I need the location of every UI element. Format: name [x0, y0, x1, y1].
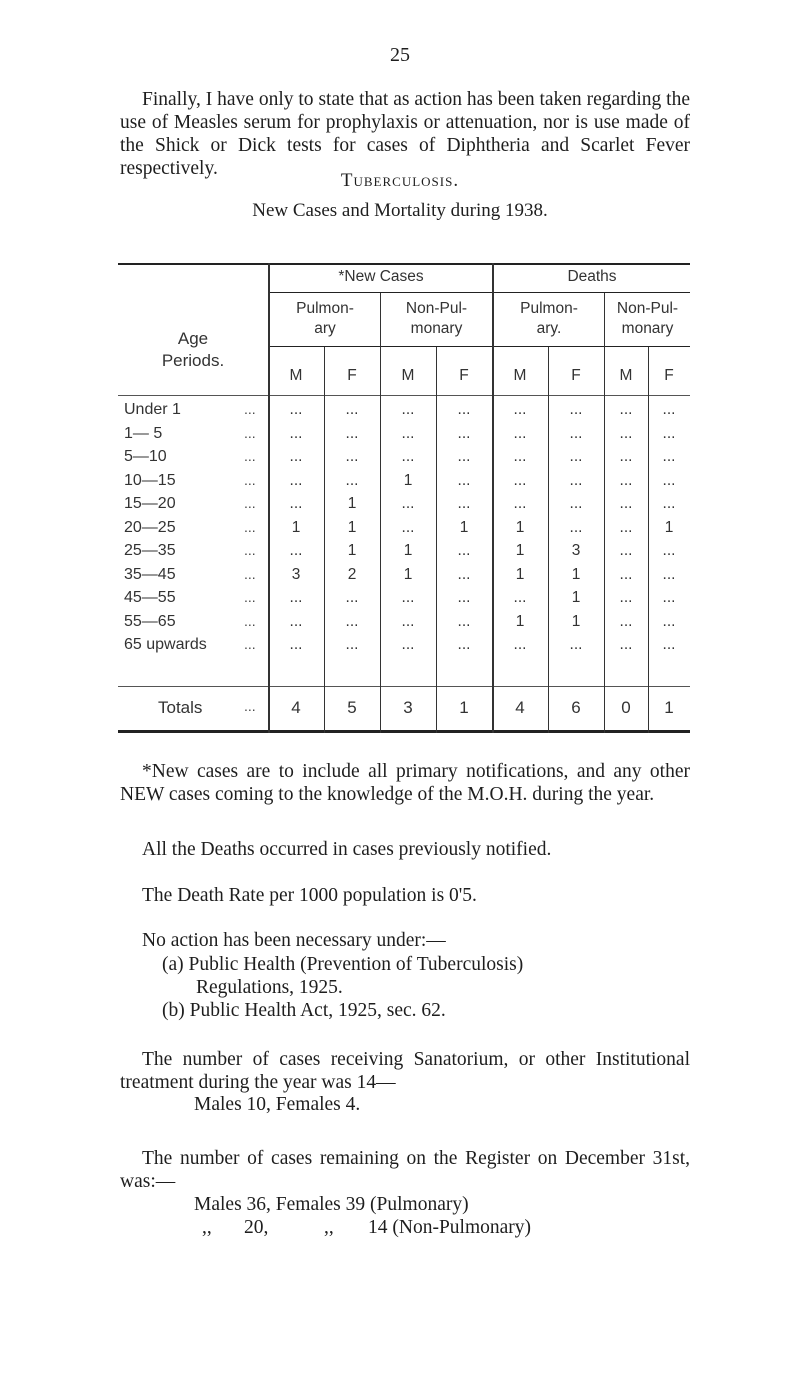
- table-cell: ...: [401, 424, 415, 442]
- sex-header-2: F: [347, 367, 357, 384]
- table-cell: ...: [457, 636, 471, 653]
- table-cell: 1: [403, 542, 413, 559]
- table-cell: ...: [457, 542, 471, 559]
- ditto-mark-females: ,,: [324, 1217, 334, 1238]
- table-cell: ...: [345, 401, 359, 418]
- table-cell: ...: [662, 589, 676, 606]
- register-text: The number of cases remaining on the Register on December 31st, was:—: [120, 1148, 690, 1192]
- table-cell: 1: [571, 565, 581, 583]
- table-cell: 3: [571, 542, 581, 559]
- table-cell: ...: [662, 401, 676, 418]
- table-cell: ...: [619, 518, 633, 536]
- row-age-label: 15—20: [124, 495, 176, 512]
- table-cell: ...: [457, 612, 471, 630]
- table-cell: ...: [457, 565, 471, 583]
- table-cell: ...: [289, 495, 303, 512]
- sex-header-8: F: [664, 367, 674, 384]
- row-leader-dots: ...: [244, 612, 256, 629]
- table-cell: ...: [457, 401, 471, 418]
- table-cell: ...: [401, 448, 415, 465]
- table-cell: ...: [619, 448, 633, 465]
- header-deaths-pulmonary-line1: Pulmon-: [520, 300, 578, 317]
- section-title: Tuberculosis.: [340, 170, 460, 191]
- intro-text: Finally, I have only to state that as action has been taken regarding the use of Measles serum for prophylaxis or attenuation, nor is use made of the Shick or Dick tests for cases of Diphtheria and Scarlet Fever respectively.: [120, 89, 690, 179]
- table-cell: ...: [619, 471, 633, 489]
- table-cell: 1: [571, 612, 581, 630]
- sex-header-3: M: [401, 367, 415, 384]
- row-leader-dots: ...: [244, 518, 256, 535]
- register-paragraph: [120, 1147, 690, 1193]
- table-cell: ...: [569, 495, 583, 512]
- table-cell: ...: [345, 471, 359, 489]
- table-cell: ...: [513, 401, 527, 418]
- table-cell: 3: [291, 565, 301, 583]
- table-cell: 1: [515, 518, 525, 536]
- table-cell: ...: [401, 401, 415, 418]
- header-non-pulmonary: [381, 299, 492, 339]
- sex-header-6: F: [571, 367, 581, 384]
- row-leader-dots: ...: [244, 565, 256, 582]
- footnote: [120, 760, 690, 806]
- table-cell: ...: [289, 424, 303, 442]
- row-age-label: 10—15: [124, 471, 176, 489]
- table-cell: ...: [401, 495, 415, 512]
- table-cell: ...: [513, 448, 527, 465]
- header-deaths-pulmonary-line2: ary.: [536, 320, 562, 337]
- no-action-a-line2: Regulations, 1925.: [196, 977, 343, 998]
- row-leader-dots: ...: [244, 448, 256, 464]
- table-cell: ...: [662, 612, 676, 630]
- table-cell: ...: [662, 448, 676, 465]
- no-action-a-line1: (a) Public Health (Prevention of Tuberculosis): [162, 954, 524, 975]
- register-females-non-pulmonary: 14 (Non-Pulmonary): [368, 1217, 532, 1238]
- sex-header-7: M: [619, 367, 633, 384]
- sex-header-4: F: [459, 367, 469, 384]
- table-cell: ...: [662, 424, 676, 442]
- row-age-label: 65 upwards: [124, 636, 207, 653]
- sex-header-1: M: [289, 367, 303, 384]
- table-cell: ...: [289, 471, 303, 489]
- row-age-label: 45—55: [124, 589, 176, 606]
- register-males-non-pulmonary: 20,: [244, 1217, 269, 1238]
- table-cell: 1: [664, 518, 674, 536]
- row-age-label: 20—25: [124, 518, 176, 536]
- row-leader-dots: ...: [244, 636, 256, 652]
- table-cell: ...: [457, 471, 471, 489]
- table-cell: ...: [569, 471, 583, 489]
- table-cell: ...: [345, 424, 359, 442]
- table-cell: 1: [403, 565, 413, 583]
- totals-cell: 1: [459, 698, 469, 717]
- sanatorium-text: The number of cases receiving Sanatorium, or other Institutional treatment during the year was 14—: [120, 1049, 690, 1093]
- totals-cell: 4: [291, 698, 301, 717]
- table-cell: ...: [619, 565, 633, 583]
- deaths-note: All the Deaths occurred in cases previously notified.: [142, 839, 552, 860]
- table-cell: ...: [569, 636, 583, 653]
- header-deaths-non-pulmonary-line2: monary: [621, 320, 674, 337]
- table-cell: 1: [515, 612, 525, 630]
- table-cell: ...: [289, 636, 303, 653]
- tuberculosis-table: [118, 263, 690, 733]
- table-cell: ...: [457, 589, 471, 606]
- table-cell: ...: [289, 542, 303, 559]
- table-cell: ...: [619, 495, 633, 512]
- no-action-intro: No action has been necessary under:—: [142, 930, 446, 951]
- totals-cell: 6: [571, 698, 581, 717]
- table-cell: ...: [569, 424, 583, 442]
- table-cell: ...: [289, 612, 303, 630]
- table-cell: 1: [347, 542, 357, 559]
- table-cell: ...: [401, 589, 415, 606]
- table-cell: ...: [662, 495, 676, 512]
- totals-cell: 5: [347, 698, 357, 717]
- table-cell: ...: [457, 424, 471, 442]
- table-cell: ...: [513, 636, 527, 653]
- table-cell: 1: [515, 565, 525, 583]
- table-cell: ...: [662, 565, 676, 583]
- header-deaths-non-pulmonary-line1: Non-Pul-: [616, 300, 679, 317]
- table-cell: ...: [401, 518, 415, 536]
- header-pulmonary: [270, 299, 380, 339]
- row-age-label: 25—35: [124, 542, 176, 559]
- table-cell: 1: [571, 589, 581, 606]
- table-cell: ...: [569, 448, 583, 465]
- table-cell: ...: [513, 424, 527, 442]
- table-cell: ...: [619, 612, 633, 630]
- row-age-label: 55—65: [124, 612, 176, 630]
- header-deaths: Deaths: [567, 268, 617, 285]
- row-leader-dots: ...: [244, 424, 256, 441]
- table-cell: ...: [345, 612, 359, 630]
- header-age: Age: [177, 329, 209, 348]
- table-cell: ...: [401, 636, 415, 653]
- death-rate: The Death Rate per 1000 population is 0'5.: [142, 885, 477, 906]
- table-cell: ...: [457, 448, 471, 465]
- header-non-pulmonary-line1: Non-Pul-: [405, 300, 468, 317]
- table-cell: ...: [619, 542, 633, 559]
- table-cell: ...: [513, 471, 527, 489]
- table-cell: ...: [619, 424, 633, 442]
- row-age-label: 35—45: [124, 565, 176, 583]
- row-leader-dots: ...: [244, 589, 256, 605]
- table-cell: ...: [457, 495, 471, 512]
- table-cell: 1: [347, 518, 357, 536]
- sanatorium-paragraph: [120, 1048, 690, 1094]
- header-deaths-pulmonary: [494, 299, 604, 339]
- sex-header-5: M: [513, 367, 527, 384]
- row-age-label: 1— 5: [124, 424, 163, 442]
- footnote-text: *New cases are to include all primary notifications, and any other NEW cases coming to the knowledge of the M.O.H. during the year.: [120, 761, 690, 805]
- table-cell: ...: [345, 589, 359, 606]
- table-cell: 1: [347, 495, 357, 512]
- totals-cell: 3: [403, 698, 413, 717]
- header-pulmonary-line2: ary: [314, 320, 336, 337]
- table-cell: ...: [619, 401, 633, 418]
- table-cell: ...: [513, 495, 527, 512]
- header-non-pulmonary-line2: monary: [410, 320, 463, 337]
- table-cell: 1: [291, 518, 301, 536]
- table-cell: ...: [289, 448, 303, 465]
- table-cell: ...: [401, 612, 415, 630]
- table-cell: 2: [347, 565, 357, 583]
- header-new-cases: *New Cases: [338, 268, 424, 285]
- intro-paragraph: [120, 88, 690, 180]
- table-cell: ...: [662, 471, 676, 489]
- table-cell: ...: [289, 589, 303, 606]
- row-age-label: 5—10: [124, 448, 167, 465]
- row-leader-dots: ...: [244, 471, 256, 488]
- page-number: 25: [390, 44, 410, 66]
- no-action-b: (b) Public Health Act, 1925, sec. 62.: [162, 1000, 446, 1021]
- row-leader-dots: ...: [244, 542, 256, 558]
- table-cell: ...: [513, 589, 527, 606]
- section-subtitle: New Cases and Mortality during 1938.: [252, 200, 548, 221]
- row-age-label: Under 1: [124, 401, 181, 418]
- table-cell: ...: [345, 636, 359, 653]
- table-cell: 1: [515, 542, 525, 559]
- totals-leader-dots: ...: [244, 698, 256, 714]
- totals-cell: 1: [664, 698, 674, 717]
- register-line-1: Males 36, Females 39 (Pulmonary): [194, 1194, 469, 1215]
- table-cell: ...: [619, 636, 633, 653]
- table-cell: ...: [662, 636, 676, 653]
- header-pulmonary-line1: Pulmon-: [296, 300, 354, 317]
- table-cell: ...: [569, 518, 583, 536]
- header-periods: Periods.: [161, 351, 225, 370]
- table-cell: ...: [345, 448, 359, 465]
- table-cell: 1: [459, 518, 469, 536]
- row-leader-dots: ...: [244, 495, 256, 511]
- sanatorium-breakdown: Males 10, Females 4.: [194, 1094, 361, 1115]
- ditto-mark-males: ,,: [202, 1217, 212, 1238]
- table-cell: ...: [569, 401, 583, 418]
- totals-cell: 4: [515, 698, 525, 717]
- header-deaths-non-pulmonary: [605, 299, 690, 339]
- table-cell: 1: [403, 471, 413, 489]
- totals-label: Totals: [158, 698, 203, 717]
- totals-cell: 0: [621, 698, 631, 717]
- table-cell: ...: [619, 589, 633, 606]
- table-cell: ...: [662, 542, 676, 559]
- row-leader-dots: ...: [244, 401, 256, 417]
- table-cell: ...: [289, 401, 303, 418]
- register-line-2: [194, 1217, 531, 1239]
